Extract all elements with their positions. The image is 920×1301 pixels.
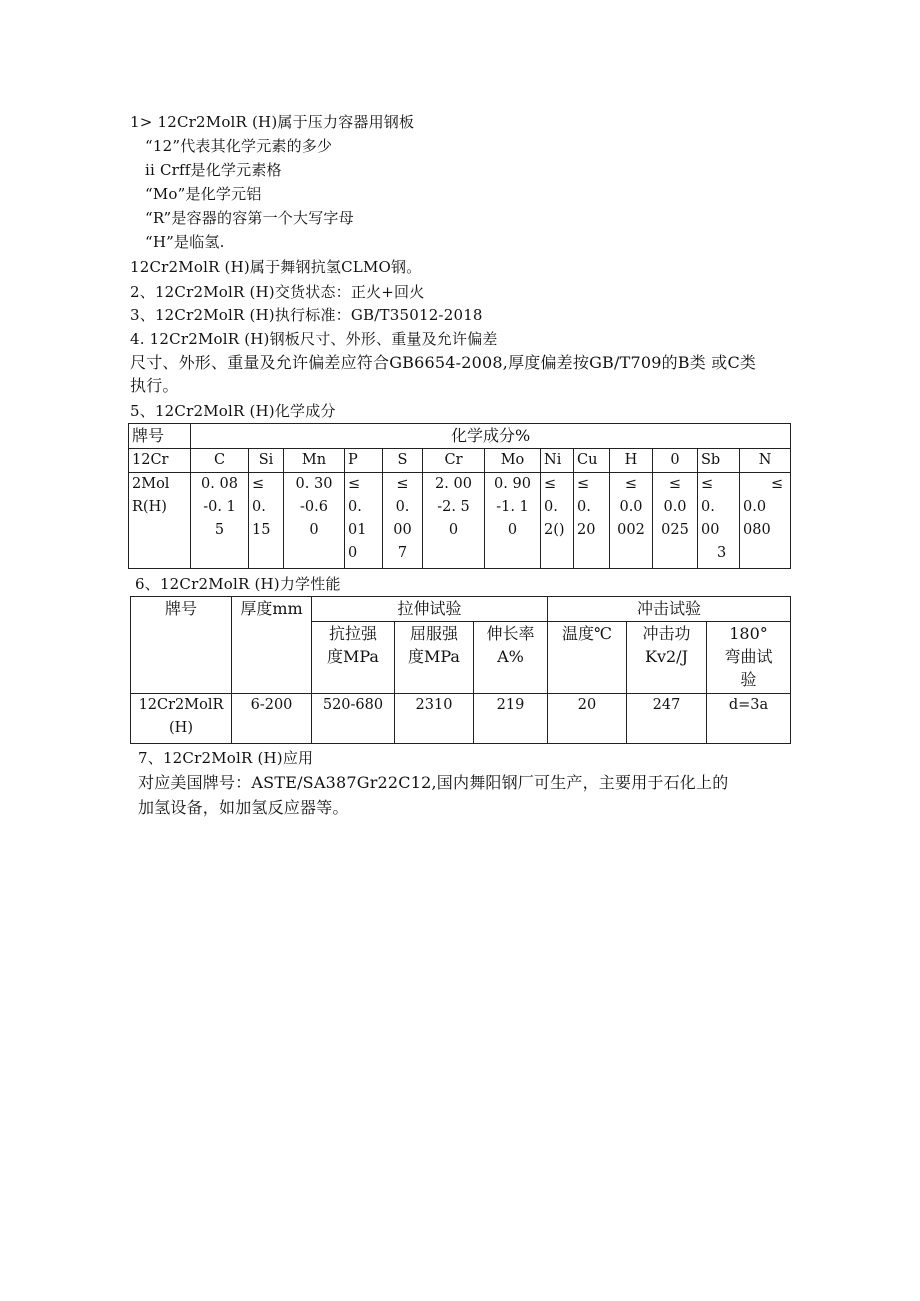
section-2-heading: 2、12Cr2MolR (H)交货状态：正火+回火 [130,283,425,301]
intro-line-12: “12”代表其化学元素的多少 [145,137,333,155]
mech-grade-cell [131,694,232,744]
cell-text-line: 验 [740,670,757,689]
section-7-body-line-1: 对应美国牌号：ASTE/SA387Gr22C12,国内舞阳钢厂可生产，主要用于石化上的 [138,773,729,792]
cell-text-line: 20 [577,522,596,538]
cell-text-line: ≤ [577,476,590,492]
section-4-body-line-1: 尺寸、外形、重量及允许偏差应符合GB6654-2008,厚度偏差按GB/T709的B类 或C类 [130,353,757,372]
cell-text-line: 0 [348,545,358,561]
section-5-heading: 5、12Cr2MolR (H)化学成分 [130,402,336,420]
cell-text-line: 伸长率 [486,624,535,643]
tensile-test-header: 拉伸试验 [312,597,548,622]
cell-text-line: 0.0 [743,499,767,515]
cell-text-line: -0. 1 [203,499,236,515]
chem-value-cell [653,473,698,569]
cell-text-line: 0. [577,499,591,515]
chem-value-cell [284,473,345,569]
cell-text-line: 抗拉强 [328,624,377,643]
cell-text-line: 温度℃ [562,624,612,643]
cell-text-line: 0.0 [619,499,643,515]
section-6-heading: 6、12Cr2MolR (H)力学性能 [135,575,341,593]
cell-text-line: 01 [348,522,367,538]
cell-text-line: 0. [395,499,410,515]
cell-text-line: Kv2/J [645,647,688,666]
cell-text-line: ≤ [252,476,265,492]
cell-text-line: ≤ [348,476,361,492]
cell-text-line: 0 [309,522,319,538]
element-header: Ni [541,449,574,473]
bend-test-value: d=3a [707,694,791,744]
section-3-heading: 3、12Cr2MolR (H)执行标准：GB/T35012-2018 [130,306,483,324]
tensile-strength-value: 520-680 [312,694,395,744]
cell-text-line: 弯曲试 [724,647,773,666]
chemical-composition-table [128,423,791,569]
element-header: Si [249,449,284,473]
temperature-header [548,622,627,694]
chem-value-cell [610,473,653,569]
cell-text-line: ≤ [396,476,409,492]
chem-value-cell [485,473,541,569]
cell-text-line: 080 [743,522,771,538]
chem-value-cell [740,473,791,569]
chem-value-cell [191,473,249,569]
intro-line-r: “R”是容器的容第一个大写字母 [145,209,354,227]
cell-text-line: 度MPa [408,647,460,666]
chem-grade-line-1: 12Cr [129,449,191,473]
element-header: Cu [574,449,610,473]
intro-line-cr: ii Crff是化学元素格 [145,161,282,179]
chem-value-cell [249,473,284,569]
cell-text-line: 00 [701,522,720,538]
section-7-body-line-2: 加氢设备，如加氢反应器等。 [138,798,349,817]
cell-text-line: 7 [397,545,408,561]
chem-grade-line-3: R(H) [132,499,167,515]
cell-text-line: 180° [729,624,768,643]
cell-text-line: 0. [544,499,558,515]
bend-test-header [707,622,791,694]
temperature-value: 20 [548,694,627,744]
cell-text-line: (H) [169,720,193,736]
cell-text-line: 0. 90 [494,476,531,492]
chem-grade-cell [129,473,191,569]
cell-text-line: -0.6 [300,499,328,515]
chem-value-cell [345,473,383,569]
element-header: Mo [485,449,541,473]
section-4-body-line-2: 执行。 [130,376,179,395]
cell-text-line: ≤ [770,476,784,492]
item-1-heading: 1> 12Cr2MolR (H)属于压力容器用钢板 [130,113,415,131]
chem-composition-header: 化学成分% [191,424,791,449]
mechanical-properties-table [130,596,791,744]
chem-value-cell [698,473,740,569]
chem-grade-line-2: 2Mol [132,476,170,492]
cell-text-line: 度MPa [327,647,379,666]
cell-text-line: A% [497,647,524,666]
element-header: Mn [284,449,345,473]
element-header: P [345,449,383,473]
cell-text-line: 0 [507,522,518,538]
cell-text-line: 5 [214,522,225,538]
element-header: Cr [423,449,485,473]
cell-text-line: 0. [348,499,362,515]
cell-text-line: 15 [252,522,271,538]
section-7-heading: 7、12Cr2MolR (H)应用 [138,749,314,767]
cell-text-line: 冲击功 [642,624,691,643]
chem-value-cell [541,473,574,569]
intro-line-mo: “Mo”是化学元铝 [145,185,262,203]
tensile-strength-header [312,622,395,694]
mech-thickness-cell: 6-200 [232,694,312,744]
section-4-heading: 4. 12Cr2MolR (H)钢板尺寸、外形、重量及允许偏差 [130,330,498,348]
cell-text-line: 002 [617,522,645,538]
elongation-value: 219 [474,694,548,744]
cell-text-line: 0. [252,499,266,515]
cell-text-line: -2. 5 [437,499,470,515]
cell-text-line: 00 [393,522,412,538]
impact-energy-header [627,622,707,694]
impact-energy-value: 247 [627,694,707,744]
cell-text-line: ≤ [701,476,714,492]
chem-grade-header: 牌号 [129,424,191,449]
cell-text-line: 2() [544,522,565,538]
cell-text-line: 屈服强 [409,624,458,643]
cell-text-line: -1. 1 [496,499,529,515]
cell-text-line: 0.0 [663,499,687,515]
chem-value-cell [423,473,485,569]
yield-strength-value: 2310 [395,694,474,744]
intro-line-h: “H”是临氢. [145,233,225,251]
intro-line-class: 12Cr2MolR (H)属于舞钢抗氢CLMO钢。 [130,258,422,276]
element-header: S [383,449,423,473]
cell-text-line: ≤ [668,476,682,492]
cell-text-line: 025 [661,522,689,538]
cell-text-line: 3 [717,545,727,561]
elongation-header [474,622,548,694]
element-header: 0 [653,449,698,473]
impact-test-header: 冲击试验 [548,597,791,622]
cell-text-line: 0. 30 [295,476,333,492]
chem-value-cell [574,473,610,569]
element-header: H [610,449,653,473]
cell-text-line: ≤ [624,476,638,492]
cell-text-line: 0. [701,499,715,515]
cell-text-line: 0. 08 [201,476,238,492]
cell-text-line: 0 [448,522,459,538]
cell-text-line: 2. 00 [435,476,472,492]
element-header: C [191,449,249,473]
yield-strength-header [395,622,474,694]
element-header: N [740,449,791,473]
mech-grade-header: 牌号 [131,597,232,694]
cell-text-line: 12Cr2MolR [138,697,224,713]
element-header: Sb [698,449,740,473]
cell-text-line: ≤ [544,476,557,492]
chem-value-cell [383,473,423,569]
mech-thickness-header: 厚度mm [232,597,312,694]
